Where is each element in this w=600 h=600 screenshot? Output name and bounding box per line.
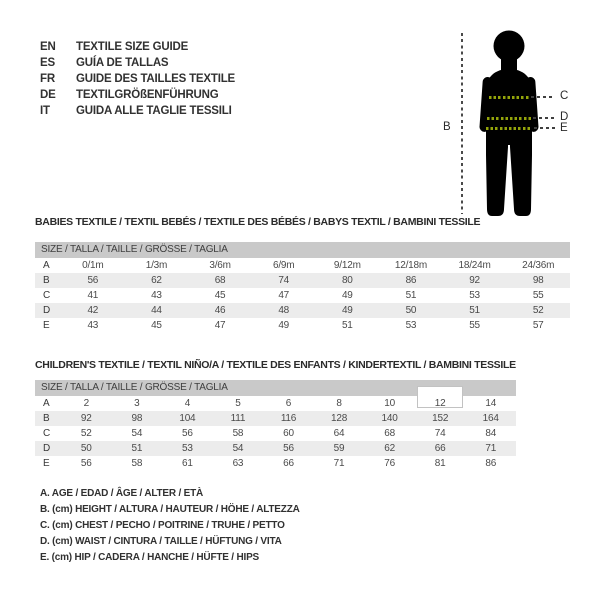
babies-table-header: SIZE / TALLA / TAILLE / GRÖSSE / TAGLIA bbox=[35, 242, 570, 258]
table-cell: 64 bbox=[333, 428, 345, 439]
table-cell: 116 bbox=[280, 413, 297, 424]
table-cell: 8 bbox=[336, 398, 342, 409]
table-cell: 56 bbox=[182, 428, 193, 439]
lang-code: FR bbox=[40, 73, 55, 85]
table-cell: 44 bbox=[151, 305, 162, 316]
figure-label-hip: E bbox=[560, 122, 568, 134]
table-cell: 56 bbox=[80, 458, 92, 469]
lang-label: GUÍA DE TALLAS bbox=[76, 57, 169, 69]
height-measure-line bbox=[461, 33, 463, 214]
table-cell: 24/36m bbox=[522, 260, 555, 271]
table-cell: 14 bbox=[485, 398, 497, 409]
lang-row-fr bbox=[40, 71, 235, 87]
table-cell: 84 bbox=[485, 428, 497, 439]
table-row bbox=[35, 303, 570, 318]
table-cell: 3 bbox=[134, 398, 140, 409]
table-cell: 52 bbox=[532, 305, 544, 316]
lang-label: GUIDE DES TAILLES TEXTILE bbox=[76, 73, 235, 85]
row-label: E bbox=[43, 458, 50, 469]
table-cell: 74 bbox=[434, 428, 446, 439]
table-cell: 52 bbox=[80, 428, 92, 439]
table-cell: 43 bbox=[87, 320, 99, 331]
waist-leader-line bbox=[533, 117, 556, 119]
table-cell: 98 bbox=[532, 275, 544, 286]
table-cell: 60 bbox=[283, 428, 294, 439]
table-cell: 3/6m bbox=[209, 260, 231, 271]
table-cell: 47 bbox=[278, 290, 290, 301]
table-cell: 41 bbox=[87, 290, 99, 301]
table-cell: 92 bbox=[80, 413, 92, 424]
table-row bbox=[35, 396, 516, 411]
table-cell: 50 bbox=[405, 305, 417, 316]
table-cell: 45 bbox=[151, 320, 162, 331]
table-cell: 6/9m bbox=[272, 260, 295, 271]
children-table-header: SIZE / TALLA / TAILLE / GRÖSSE / TAGLIA bbox=[35, 380, 516, 396]
lang-label: TEXTILE SIZE GUIDE bbox=[76, 41, 189, 53]
row-label: B bbox=[43, 275, 50, 286]
lang-row-it bbox=[40, 103, 235, 119]
table-cell: 66 bbox=[434, 443, 446, 454]
table-cell: 68 bbox=[384, 428, 395, 439]
waist-measure-line bbox=[487, 117, 531, 120]
lang-row-es bbox=[40, 55, 235, 71]
figure-label-height: B bbox=[443, 121, 451, 133]
table-cell: 49 bbox=[341, 290, 353, 301]
table-cell: 56 bbox=[283, 443, 294, 454]
table-cell: 56 bbox=[87, 275, 99, 286]
table-cell: 18/24m bbox=[458, 260, 491, 271]
table-cell: 58 bbox=[131, 458, 143, 469]
lang-label: GUIDA ALLE TAGLIE TESSILI bbox=[76, 105, 232, 117]
table-row bbox=[35, 456, 516, 471]
table-cell: 86 bbox=[405, 275, 417, 286]
table-cell: 55 bbox=[532, 290, 544, 301]
table-cell: 43 bbox=[151, 290, 162, 301]
lang-code: IT bbox=[40, 105, 50, 117]
table-cell: 5 bbox=[235, 398, 241, 409]
children-table-rows bbox=[35, 396, 516, 471]
chest-leader-line bbox=[531, 96, 555, 98]
legend-chest: C. (cm) CHEST / PECHO / POITRINE / TRUHE / PETTO bbox=[40, 520, 285, 531]
table-cell: 42 bbox=[87, 305, 99, 316]
children-section-title: CHILDREN'S TEXTILE / TEXTIL NIÑO/A / TEXTILE DES ENFANTS / KINDERTEXTIL / BAMBINI TESSILE bbox=[35, 359, 516, 371]
legend-hip: E. (cm) HIP / CADERA / HANCHE / HÜFTE / HIPS bbox=[40, 552, 260, 563]
table-cell: 53 bbox=[405, 320, 417, 331]
table-cell: 98 bbox=[131, 413, 143, 424]
table-cell: 2 bbox=[83, 398, 89, 409]
table-cell: 9/12m bbox=[333, 260, 361, 271]
lang-row-de bbox=[40, 87, 235, 103]
table-row bbox=[35, 411, 516, 426]
table-cell: 57 bbox=[532, 320, 544, 331]
babies-section-title: BABIES TEXTILE / TEXTIL BEBÉS / TEXTILE DES BÉBÉS / BABYS TEXTIL / BAMBINI TESSILE bbox=[35, 216, 481, 228]
table-cell: 1/3m bbox=[145, 260, 168, 271]
table-cell: 76 bbox=[384, 458, 395, 469]
table-cell: 62 bbox=[151, 275, 162, 286]
table-cell: 49 bbox=[278, 320, 290, 331]
table-cell: 49 bbox=[341, 305, 353, 316]
lang-code: DE bbox=[40, 89, 56, 101]
table-cell: 6 bbox=[285, 398, 292, 409]
table-cell: 128 bbox=[331, 413, 348, 424]
lang-row-en bbox=[40, 39, 235, 55]
table-row bbox=[35, 318, 570, 333]
measurement-legend bbox=[40, 486, 300, 566]
row-label: D bbox=[43, 305, 51, 316]
lang-code: EN bbox=[40, 41, 56, 53]
table-cell: 140 bbox=[381, 413, 398, 424]
table-cell: 12 bbox=[434, 398, 446, 409]
table-cell: 111 bbox=[230, 413, 246, 424]
table-cell: 51 bbox=[131, 443, 143, 454]
table-cell: 4 bbox=[184, 398, 191, 409]
legend-age: A. AGE / EDAD / ÂGE / ALTER / ETÀ bbox=[40, 488, 204, 499]
figure-label-waist: D bbox=[560, 111, 569, 123]
table-cell: 59 bbox=[333, 443, 345, 454]
legend-height: B. (cm) HEIGHT / ALTURA / HAUTEUR / HÖHE / ALTEZZA bbox=[40, 504, 300, 515]
table-cell: 0/1m bbox=[82, 260, 104, 271]
row-label: A bbox=[43, 398, 50, 409]
table-cell: 46 bbox=[214, 305, 226, 316]
table-row bbox=[35, 426, 516, 441]
table-row bbox=[35, 288, 570, 303]
table-cell: 47 bbox=[214, 320, 226, 331]
table-cell: 51 bbox=[469, 305, 480, 316]
table-cell: 71 bbox=[485, 443, 497, 454]
table-cell: 68 bbox=[214, 275, 226, 286]
table-cell: 74 bbox=[278, 275, 290, 286]
row-label: B bbox=[43, 413, 50, 424]
table-cell: 104 bbox=[179, 413, 196, 424]
table-cell: 53 bbox=[469, 290, 480, 301]
table-cell: 152 bbox=[432, 413, 449, 424]
row-label: C bbox=[43, 428, 51, 439]
table-cell: 92 bbox=[469, 275, 480, 286]
babies-size-table bbox=[35, 242, 570, 333]
babies-table-rows bbox=[35, 258, 570, 333]
table-cell: 66 bbox=[283, 458, 294, 469]
table-cell: 54 bbox=[232, 443, 244, 454]
lang-code: ES bbox=[40, 57, 55, 69]
table-cell: 51 bbox=[341, 320, 353, 331]
table-row bbox=[35, 258, 570, 273]
table-row bbox=[35, 273, 570, 288]
table-cell: 12/18m bbox=[394, 260, 428, 271]
hip-leader-line bbox=[534, 127, 557, 129]
row-label: E bbox=[43, 320, 50, 331]
table-cell: 45 bbox=[214, 290, 226, 301]
row-label: C bbox=[43, 290, 51, 301]
row-label: D bbox=[43, 443, 51, 454]
table-cell: 164 bbox=[482, 413, 499, 424]
table-cell: 71 bbox=[333, 458, 345, 469]
table-cell: 55 bbox=[469, 320, 480, 331]
table-cell: 53 bbox=[182, 443, 193, 454]
hip-measure-line bbox=[486, 127, 532, 130]
table-row bbox=[35, 441, 516, 456]
language-title-list bbox=[40, 39, 235, 119]
table-cell: 48 bbox=[278, 305, 290, 316]
chest-measure-line bbox=[489, 96, 529, 99]
legend-waist: D. (cm) WAIST / CINTURA / TAILLE / HÜFTUNG / VITA bbox=[40, 536, 282, 547]
table-cell: 10 bbox=[384, 398, 395, 409]
table-cell: 80 bbox=[341, 275, 353, 286]
table-cell: 62 bbox=[384, 443, 395, 454]
table-cell: 81 bbox=[434, 458, 446, 469]
table-cell: 63 bbox=[232, 458, 244, 469]
table-cell: 61 bbox=[182, 458, 193, 469]
row-label: A bbox=[43, 260, 50, 271]
table-cell: 51 bbox=[405, 290, 417, 301]
lang-label: TEXTILGRÖßENFÜHRUNG bbox=[76, 89, 219, 101]
table-cell: 58 bbox=[232, 428, 244, 439]
table-cell: 50 bbox=[80, 443, 92, 454]
table-cell: 54 bbox=[131, 428, 143, 439]
figure-label-chest: C bbox=[560, 90, 569, 102]
table-cell: 86 bbox=[485, 458, 497, 469]
